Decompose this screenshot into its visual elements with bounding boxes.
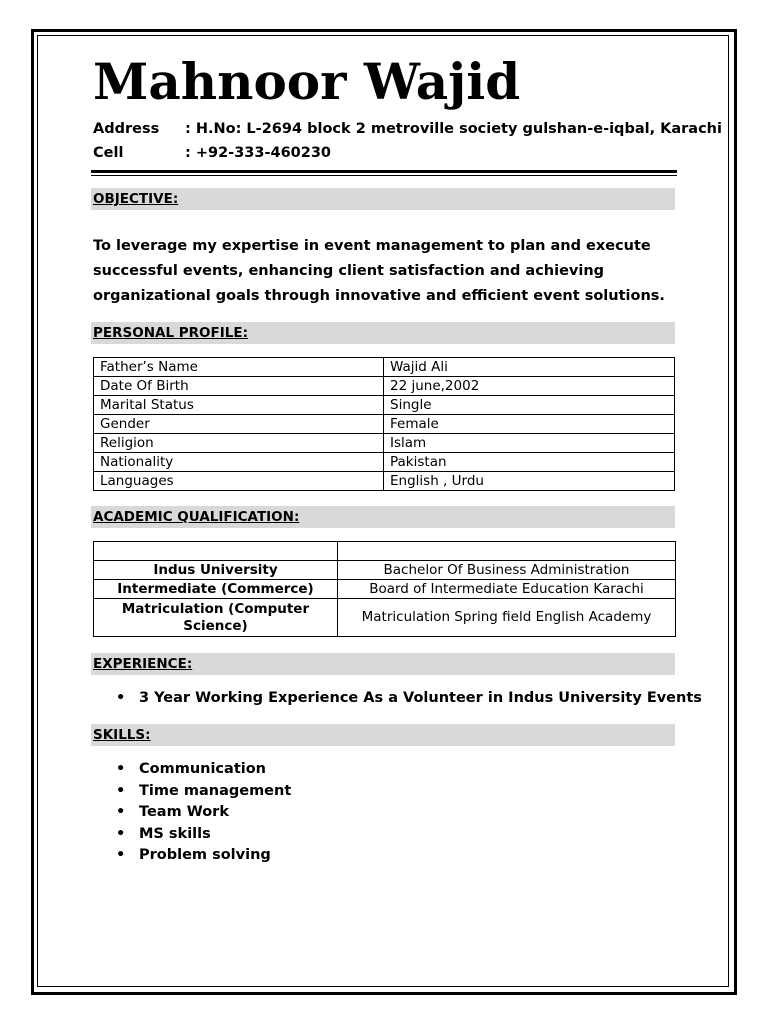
table-row bbox=[94, 599, 676, 637]
profile-value: Single bbox=[384, 396, 675, 415]
profile-value: 22 june,2002 bbox=[384, 377, 675, 396]
profile-value: Pakistan bbox=[384, 453, 675, 472]
address-line bbox=[93, 121, 722, 137]
academic-heading: ACADEMIC QUALIFICATION: bbox=[91, 506, 675, 528]
list-item: • Team Work bbox=[116, 802, 291, 824]
empty-cell bbox=[94, 542, 338, 561]
cell-line bbox=[93, 145, 331, 161]
list-item: • 3 Year Working Experience As a Volunteer in Indus University Events bbox=[116, 687, 702, 709]
academic-institution: Intermediate (Commerce) bbox=[94, 580, 338, 599]
profile-value: Female bbox=[384, 415, 675, 434]
academic-detail: Matriculation Spring field English Academy bbox=[338, 599, 676, 637]
table-row bbox=[94, 580, 676, 599]
table-row bbox=[94, 396, 675, 415]
profile-value: English , Urdu bbox=[384, 472, 675, 491]
address-value: : H.No: L-2694 block 2 metroville society gulshan-e-iqbal, Karachi bbox=[185, 121, 722, 137]
academic-detail: Bachelor Of Business Administration bbox=[338, 561, 676, 580]
header-divider-thick bbox=[91, 170, 677, 173]
table-row bbox=[94, 542, 676, 561]
objective-heading: OBJECTIVE: bbox=[91, 188, 675, 210]
skills-heading: SKILLS: bbox=[91, 724, 675, 746]
cell-label: Cell bbox=[93, 145, 124, 161]
table-row bbox=[94, 415, 675, 434]
header-divider-thin bbox=[91, 175, 677, 176]
candidate-name: Mahnoor Wajid bbox=[93, 52, 521, 111]
table-row bbox=[94, 561, 676, 580]
profile-value: Islam bbox=[384, 434, 675, 453]
profile-label: Nationality bbox=[94, 453, 384, 472]
academic-detail: Board of Intermediate Education Karachi bbox=[338, 580, 676, 599]
table-row bbox=[94, 434, 675, 453]
academic-table bbox=[93, 541, 676, 637]
table-row bbox=[94, 472, 675, 491]
academic-institution: Matriculation (Computer Science) bbox=[94, 599, 338, 637]
personal-profile-heading: PERSONAL PROFILE: bbox=[91, 322, 675, 344]
profile-label: Date Of Birth bbox=[94, 377, 384, 396]
skills-list bbox=[116, 759, 291, 867]
list-item: • Time management bbox=[116, 781, 291, 803]
table-row bbox=[94, 453, 675, 472]
profile-label: Languages bbox=[94, 472, 384, 491]
objective-text: To leverage my expertise in event management to plan and execute successful events, enhancing client satisfaction and achieving organizational goals through innovative and efficient event solutions. bbox=[93, 238, 665, 304]
list-item: • Problem solving bbox=[116, 845, 291, 867]
personal-profile-table bbox=[93, 357, 675, 491]
address-label: Address bbox=[93, 121, 160, 137]
profile-label: Father’s Name bbox=[94, 358, 384, 377]
table-row bbox=[94, 358, 675, 377]
academic-institution: Indus University bbox=[94, 561, 338, 580]
list-item: • MS skills bbox=[116, 824, 291, 846]
list-item: • Communication bbox=[116, 759, 291, 781]
profile-value: Wajid Ali bbox=[384, 358, 675, 377]
profile-label: Gender bbox=[94, 415, 384, 434]
profile-label: Religion bbox=[94, 434, 384, 453]
cell-value: : +92-333-460230 bbox=[185, 145, 332, 161]
experience-heading: EXPERIENCE: bbox=[91, 653, 675, 675]
table-row bbox=[94, 377, 675, 396]
experience-list bbox=[116, 687, 702, 709]
empty-cell bbox=[338, 542, 676, 561]
profile-label: Marital Status bbox=[94, 396, 384, 415]
